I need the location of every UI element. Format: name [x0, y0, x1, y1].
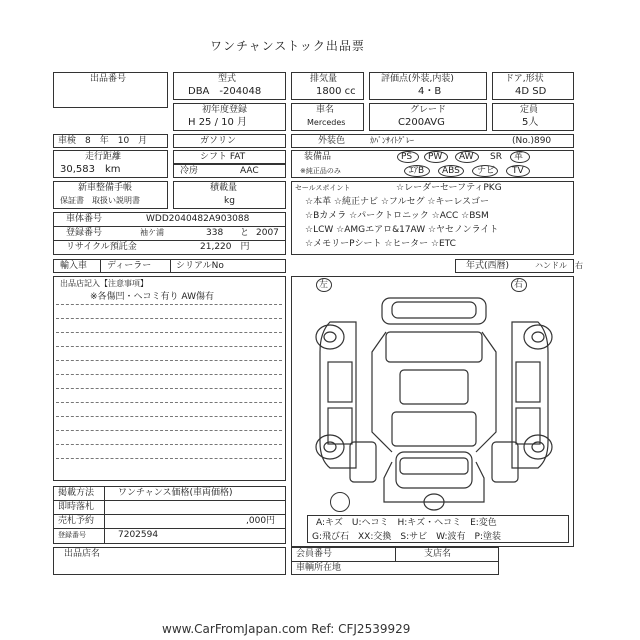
- reserve-label: 売札予約: [58, 516, 95, 526]
- equip-tv: TV: [512, 166, 524, 176]
- sales-point-3: ☆Bカメラ ☆パークトロニック ☆ACC ☆BSM: [305, 211, 489, 221]
- method-label: 掲載方法: [58, 488, 95, 498]
- recycle-label: リサイクル預託金: [66, 242, 137, 252]
- sales-point-2: ☆本革 ☆純正ナビ ☆フルセグ ☆キーレスゴー: [305, 197, 490, 207]
- reg-num: 338: [206, 228, 224, 238]
- member-label: 会員番号: [296, 549, 333, 559]
- car-name-label: 車名: [316, 105, 335, 115]
- equip-leather: 革: [514, 152, 524, 162]
- legend-row-1: A:キズ U:ヘコミ H:キズ・ヘコミ E:変色: [316, 518, 497, 528]
- equip-airbag: ｴｱB: [409, 166, 425, 176]
- location-label: 車輌所在地: [296, 563, 342, 573]
- chassis-value: WDD2040482A903088: [146, 214, 250, 224]
- right-marker: 右: [514, 280, 524, 290]
- door-value: 4D SD: [515, 86, 547, 97]
- sales-points-label: セールスポイント: [295, 184, 351, 192]
- member-no-label: 登録番号: [58, 531, 86, 539]
- watermark: www.CarFromJapan.com Ref: CFJ2539929: [162, 622, 411, 636]
- equipment-note: ※純正品のみ: [300, 167, 341, 175]
- grade-value: C200AVG: [398, 117, 445, 128]
- sales-point-1: ☆レーダーセーフティPKG: [396, 183, 502, 193]
- equip-sr: SR: [490, 152, 502, 162]
- equip-abs: ABS: [442, 166, 460, 176]
- form-title: ワンチャンストック出品票: [210, 39, 365, 53]
- mileage-label: 走行距離: [85, 152, 122, 162]
- reg-place: 袖ケ浦: [140, 228, 164, 237]
- notes-text: ※各傷凹・ヘコミ有り AW傷有: [90, 292, 214, 302]
- import-label: 輸入車: [60, 261, 88, 271]
- damage-marker-circle: [330, 492, 350, 512]
- equip-ps: PS: [401, 152, 413, 162]
- reserve-value: ,000円: [246, 516, 276, 526]
- score-value: 4・B: [418, 86, 442, 97]
- equip-pw: PW: [428, 152, 443, 162]
- record-value: 保証書 取扱い説明書: [60, 196, 140, 205]
- equip-aw: AW: [459, 152, 474, 162]
- lot-number-label: 出品番号: [90, 74, 127, 84]
- first-reg-value: H 25 / 10 月: [188, 117, 248, 128]
- branch-label: 支店名: [424, 549, 452, 559]
- displacement-value: 1800 cc: [316, 86, 356, 97]
- equipment-label: 装備品: [304, 152, 332, 162]
- left-marker: 左: [319, 280, 329, 290]
- load-unit: kg: [224, 196, 235, 206]
- inspection-value: 車検 8 年 10 月: [58, 136, 148, 146]
- door-label: ドア,形状: [505, 74, 544, 84]
- legend-row-2: G:飛び石 XX:交換 S:サビ W:波有 P:塗装: [312, 532, 501, 542]
- notes-title: 出品店記入【注意事項】: [60, 279, 148, 288]
- ac-label: 冷房: [180, 166, 199, 176]
- sales-point-4: ☆LCW ☆AMGエアロ&17AW ☆ヤセノンライト: [305, 225, 499, 235]
- shift-value: シフト FAT: [200, 152, 246, 162]
- recycle-value: 21,220 円: [200, 242, 250, 252]
- dealer-label: ディーラー: [107, 261, 152, 271]
- grade-label: グレード: [410, 105, 447, 115]
- mileage-value: 30,583 km: [60, 164, 121, 175]
- car-name-value: Mercedes: [307, 118, 346, 127]
- handle-label: ハンドル 右: [535, 261, 583, 270]
- serial-label: シリアルNo: [176, 261, 224, 271]
- capacity-label: 定員: [520, 105, 539, 115]
- reg-serial: 2007: [256, 228, 279, 238]
- model-label: 型式: [218, 74, 237, 84]
- immediate-label: 即時落札: [58, 502, 95, 512]
- color-label: 外装色: [318, 136, 346, 146]
- sales-point-5: ☆メモリーPシート ☆ヒーター ☆ETC: [305, 239, 456, 249]
- color-value: ｶﾊﾞﾝｻｲﾄｸﾞﾚｰ: [370, 136, 414, 145]
- year-label: 年式(西暦): [466, 261, 510, 271]
- shop-label: 出品店名: [64, 549, 101, 559]
- first-reg-label: 初年度登録: [202, 105, 248, 115]
- score-label: 評価点(外装,内装): [381, 74, 454, 84]
- method-value: ワンチャンス価格(車両価格): [118, 488, 233, 498]
- load-label: 積載量: [210, 183, 238, 193]
- reg-number-label: 登録番号: [66, 228, 103, 238]
- notes-box: [53, 276, 286, 481]
- car-damage-diagram: [300, 292, 568, 514]
- ac-value: AAC: [240, 166, 259, 176]
- equip-navi: ナビ: [477, 166, 496, 176]
- record-label: 新車整備手帳: [78, 183, 133, 193]
- displacement-label: 排気量: [310, 74, 338, 84]
- capacity-value: 5人: [522, 117, 539, 128]
- reg-kana: と: [240, 228, 250, 238]
- chassis-label: 車体番号: [66, 214, 103, 224]
- member-no-value: 7202594: [118, 530, 159, 540]
- color-number: (No.)890: [512, 136, 552, 146]
- model-value: DBA -204048: [188, 86, 262, 97]
- fuel-value: ガソリン: [200, 136, 237, 146]
